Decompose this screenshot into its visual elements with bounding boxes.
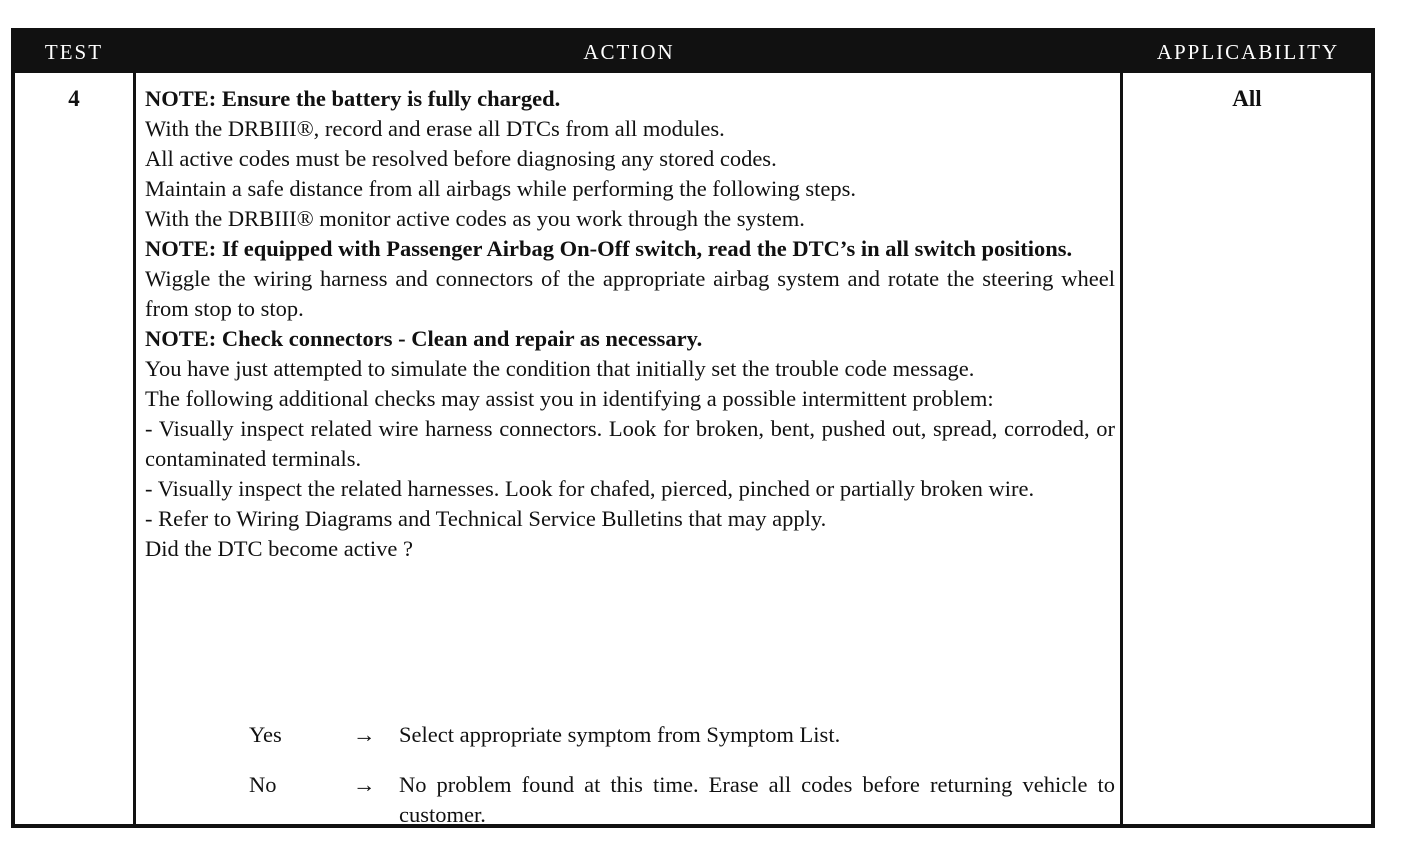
action-text	[145, 84, 1115, 564]
column-divider	[1120, 73, 1123, 824]
note-line: NOTE: Check connectors - Clean and repair as necessary.	[145, 326, 703, 351]
note-line: NOTE: If equipped with Passenger Airbag On-Off switch, read the DTC’s in all switch positions.	[145, 236, 1073, 261]
right-arrow-icon: →	[353, 772, 376, 797]
action-line: Maintain a safe distance from all airbags while performing the following steps.	[145, 176, 857, 201]
applicability-value: All	[1232, 86, 1262, 111]
action-line: The following additional checks may assist you in identifying a possible intermittent problem:	[145, 386, 994, 411]
header-applicability: APPLICABILITY	[1156, 40, 1340, 64]
column-divider	[133, 73, 136, 824]
right-arrow-icon: →	[353, 722, 376, 747]
diagnostic-table	[11, 28, 1375, 828]
check-item: - Refer to Wiring Diagrams and Technical Service Bulletins that may apply.	[145, 506, 827, 531]
action-line: With the DRBIII® monitor active codes as you work through the system.	[145, 206, 805, 231]
answer-no	[145, 770, 1115, 830]
check-item: - Visually inspect the related harnesses. Look for chafed, pierced, pinched or partially broken wire.	[145, 476, 1035, 501]
test-number: 4	[68, 86, 80, 111]
answer-yes	[145, 720, 1115, 750]
answer-text: Select appropriate symptom from Symptom List.	[399, 722, 841, 747]
note-line: NOTE: Ensure the battery is fully charged.	[145, 86, 561, 111]
header-action: ACTION	[583, 40, 675, 64]
table-header	[15, 32, 1371, 73]
answer-label: No	[249, 772, 277, 797]
answer-label: Yes	[249, 722, 282, 747]
action-line: You have just attempted to simulate the condition that initially set the trouble code message.	[145, 356, 975, 381]
answer-text: No problem found at this time. Erase all codes before returning vehicle to customer.	[399, 772, 1115, 827]
action-line: Wiggle the wiring harness and connectors of the appropriate airbag system and rotate the steering wheel from stop to stop.	[145, 266, 1115, 321]
action-line: With the DRBIII®, record and erase all DTCs from all modules.	[145, 116, 725, 141]
check-item: - Visually inspect related wire harness connectors. Look for broken, bent, pushed out, spread, corroded, or contaminated terminals.	[145, 416, 1115, 471]
answer-list	[145, 720, 1115, 850]
question-line: Did the DTC become active ?	[145, 536, 414, 561]
header-test: TEST	[44, 40, 104, 64]
action-line: All active codes must be resolved before diagnosing any stored codes.	[145, 146, 777, 171]
